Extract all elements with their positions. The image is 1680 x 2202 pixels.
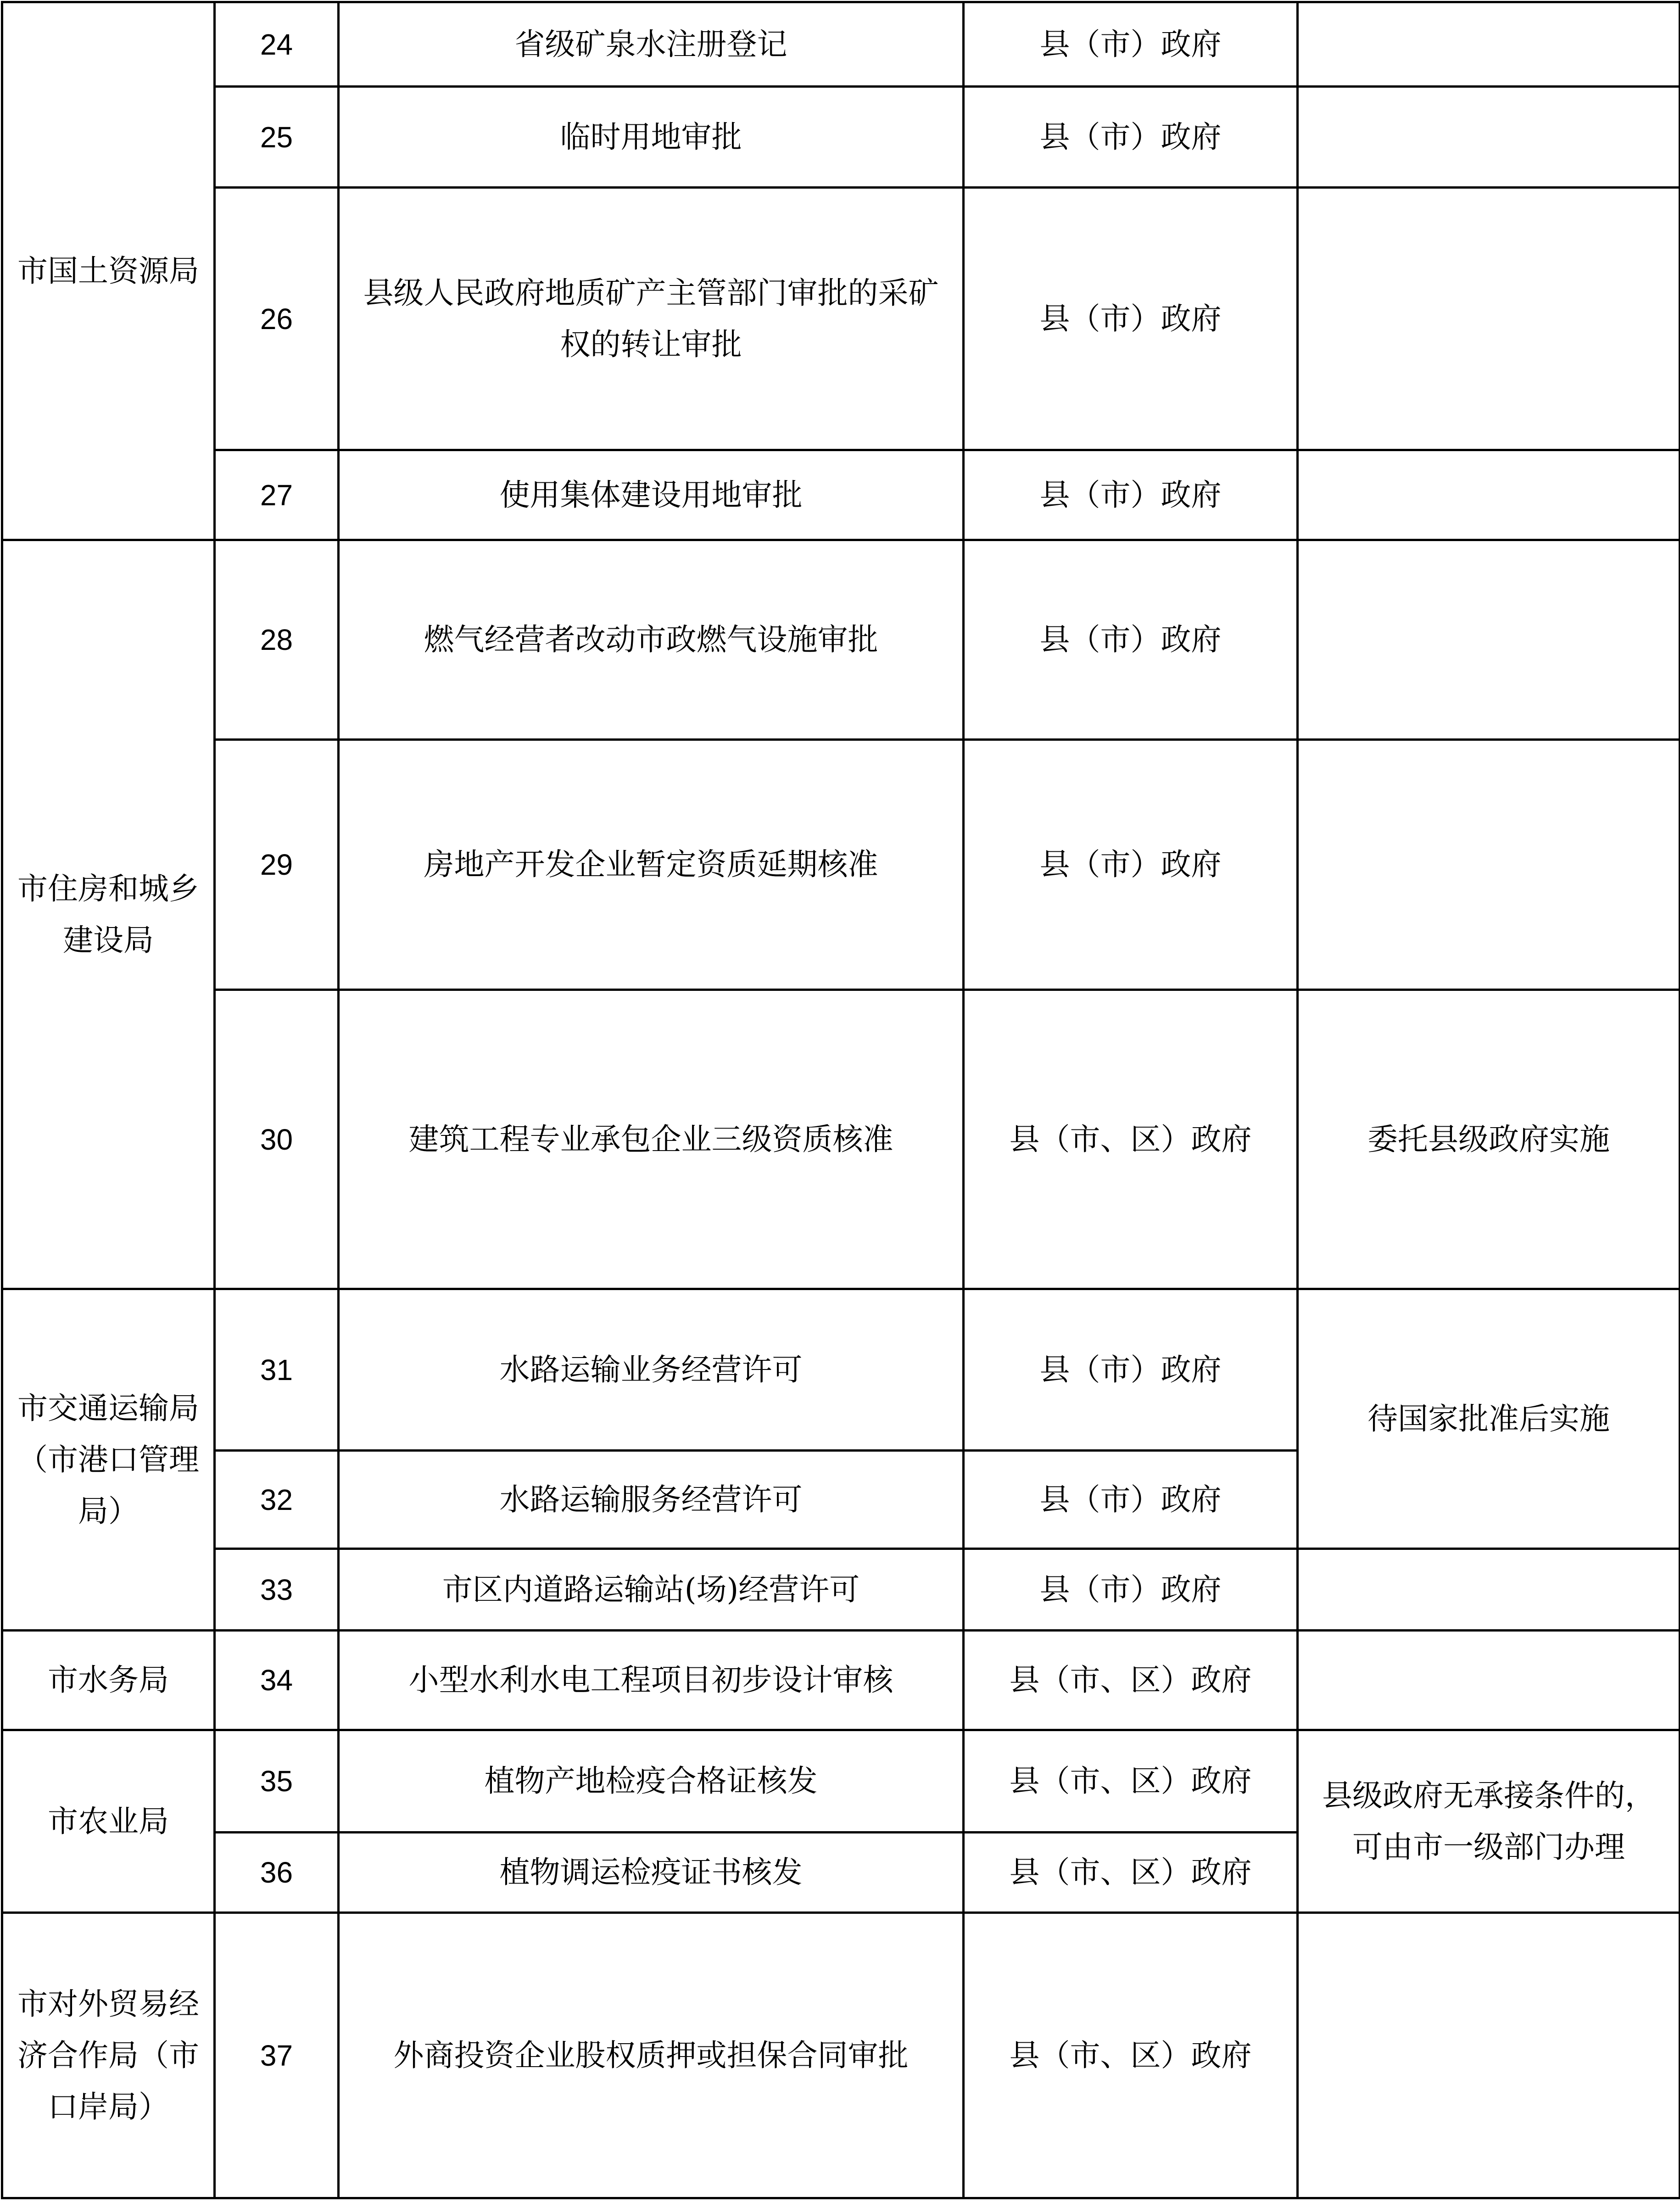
table-row [2, 1289, 1680, 1451]
table-row [2, 990, 1680, 1289]
item-name: 植物调运检疫证书核发 [339, 1833, 964, 1913]
department-cell: 市对外贸易经济合作局（市口岸局） [2, 1913, 215, 2198]
handling-level: 县（市）政府 [964, 1289, 1298, 1451]
item-name: 水路运输业务经营许可 [339, 1289, 964, 1451]
item-number: 37 [215, 1913, 339, 2198]
item-name: 燃气经营者改动市政燃气设施审批 [339, 540, 964, 740]
table-row [2, 2, 1680, 87]
note-cell [1298, 450, 1680, 540]
item-name: 县级人民政府地质矿产主管部门审批的采矿权的转让审批 [339, 188, 964, 450]
department-cell: 市国土资源局 [2, 2, 215, 540]
department-cell: 市农业局 [2, 1730, 215, 1913]
item-number: 30 [215, 990, 339, 1289]
item-number: 32 [215, 1451, 339, 1549]
item-name: 外商投资企业股权质押或担保合同审批 [339, 1913, 964, 2198]
item-name: 水路运输服务经营许可 [339, 1451, 964, 1549]
table-row [2, 1549, 1680, 1631]
note-cell [1298, 1549, 1680, 1631]
department-cell: 市水务局 [2, 1631, 215, 1730]
item-name: 省级矿泉水注册登记 [339, 2, 964, 87]
handling-level: 县（市、区）政府 [964, 1631, 1298, 1730]
table-row [2, 540, 1680, 740]
note-cell [1298, 1913, 1680, 2198]
item-name: 小型水利水电工程项目初步设计审核 [339, 1631, 964, 1730]
table-row [2, 450, 1680, 540]
handling-level: 县（市、区）政府 [964, 990, 1298, 1289]
note-cell [1298, 540, 1680, 740]
item-name: 房地产开发企业暂定资质延期核准 [339, 740, 964, 990]
item-number: 31 [215, 1289, 339, 1451]
handling-level: 县（市、区）政府 [964, 1913, 1298, 2198]
note-cell: 县级政府无承接条件的，可由市一级部门办理 [1298, 1730, 1680, 1913]
item-number: 33 [215, 1549, 339, 1631]
handling-level: 县（市）政府 [964, 1549, 1298, 1631]
table-row [2, 1913, 1680, 2198]
department-cell: 市交通运输局（市港口管理局） [2, 1289, 215, 1631]
item-number: 35 [215, 1730, 339, 1833]
item-number: 36 [215, 1833, 339, 1913]
handling-level: 县（市）政府 [964, 1451, 1298, 1549]
table-row [2, 740, 1680, 990]
note-cell [1298, 1631, 1680, 1730]
note-cell [1298, 2, 1680, 87]
table-row [2, 1730, 1680, 1833]
table-row [2, 188, 1680, 450]
item-name: 建筑工程专业承包企业三级资质核准 [339, 990, 964, 1289]
department-cell: 市住房和城乡建设局 [2, 540, 215, 1289]
item-number: 25 [215, 87, 339, 188]
item-name: 使用集体建设用地审批 [339, 450, 964, 540]
item-number: 28 [215, 540, 339, 740]
note-cell: 委托县级政府实施 [1298, 990, 1680, 1289]
table-row [2, 87, 1680, 188]
item-name: 植物产地检疫合格证核发 [339, 1730, 964, 1833]
item-number: 27 [215, 450, 339, 540]
handling-level: 县（市）政府 [964, 450, 1298, 540]
item-number: 26 [215, 188, 339, 450]
item-name: 临时用地审批 [339, 87, 964, 188]
handling-level: 县（市、区）政府 [964, 1730, 1298, 1833]
note-cell: 待国家批准后实施 [1298, 1289, 1680, 1549]
handling-level: 县（市）政府 [964, 540, 1298, 740]
item-number: 34 [215, 1631, 339, 1730]
approval-items-table [1, 1, 1680, 2199]
handling-level: 县（市）政府 [964, 740, 1298, 990]
item-name: 市区内道路运输站(场)经营许可 [339, 1549, 964, 1631]
note-cell [1298, 188, 1680, 450]
handling-level: 县（市、区）政府 [964, 1833, 1298, 1913]
handling-level: 县（市）政府 [964, 2, 1298, 87]
table-row [2, 1631, 1680, 1730]
item-number: 24 [215, 2, 339, 87]
handling-level: 县（市）政府 [964, 188, 1298, 450]
note-cell [1298, 740, 1680, 990]
note-cell [1298, 87, 1680, 188]
handling-level: 县（市）政府 [964, 87, 1298, 188]
item-number: 29 [215, 740, 339, 990]
